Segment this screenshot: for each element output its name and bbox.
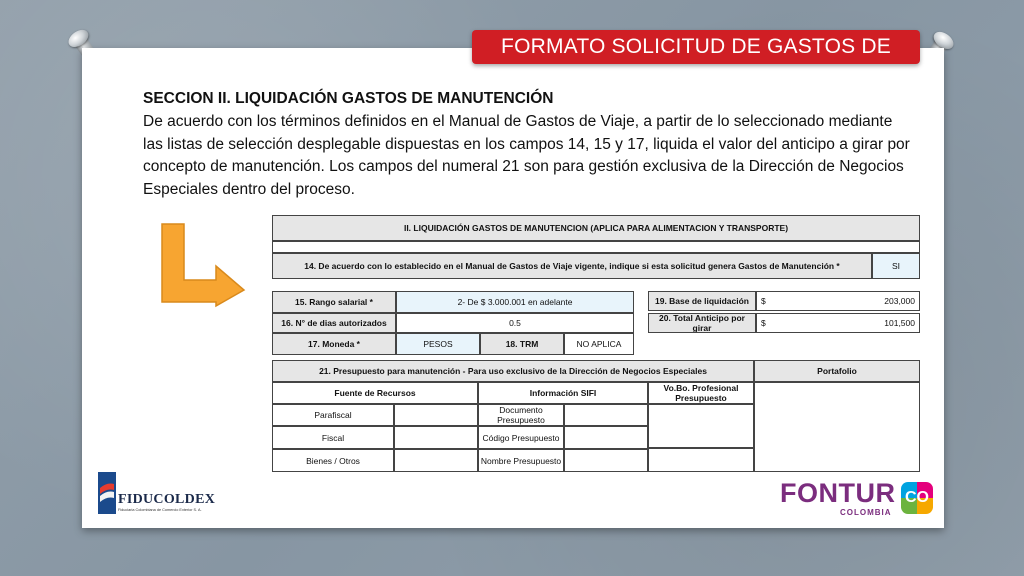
fontur-logo [780,478,936,522]
q19-value: 203,000 [779,291,920,311]
sifi-row-label: Documento Presupuesto [478,404,564,426]
vobo-field[interactable] [648,404,754,448]
q18-input[interactable]: NO APLICA [564,333,634,355]
q20-currency: $ [756,313,780,333]
slide-title-banner: FORMATO SOLICITUD DE GASTOS DE VIAJE [472,30,920,64]
fuente-row-input[interactable] [394,449,478,472]
q20-value: 101,500 [779,313,920,333]
sifi-header: Información SIFI [478,382,648,404]
colombia-badge-icon: CO [901,482,933,514]
fuente-row-input[interactable] [394,404,478,426]
portafolio-field[interactable] [754,382,920,472]
q15-select[interactable]: 2- De $ 3.000.001 en adelante [396,291,634,313]
q21-label: 21. Presupuesto para manutención - Para uso exclusivo de la Dirección de Negocios Especiales [272,360,754,382]
fiducoldex-tagline: Fiduciaria Colombiana de Comercio Exterior S. A. [118,508,202,512]
fiducoldex-logo [98,470,228,516]
fontur-name: FONTUR [780,478,896,508]
q19-label: 19. Base de liquidación [648,291,756,311]
form-spacer [272,241,920,253]
vobo-bottom [648,448,754,472]
q14-label: 14. De acuerdo con lo establecido en el Manual de Gastos de Viaje vigente, indique si esta solicitud genera Gastos de Manutención * [272,253,872,279]
fuente-header: Fuente de Recursos [272,382,478,404]
sifi-row-input[interactable] [564,404,648,426]
sifi-row-label: Código Presupuesto [478,426,564,449]
fuente-row-label: Parafiscal [272,404,394,426]
section-description: De acuerdo con los términos definidos en el Manual de Gastos de Viaje, a partir de lo seleccionado mediante las listas de selección desplegable dispuestas en los campos 14, 15 y 17, liquida el valor del anticipo a girar por concepto de manutención. Los campos del numeral 21 son para gestión exclusiva de la Dirección de Negocios Especiales dentro del proceso. [143,113,910,198]
portafolio-label: Portafolio [754,360,920,382]
q18-label: 18. TRM [480,333,564,355]
q16-label: 16. N° de dias autorizados [272,313,396,333]
sifi-row-input[interactable] [564,449,648,472]
q15-label: 15. Rango salarial * [272,291,396,313]
fontur-country: COLOMBIA [840,508,892,517]
section-heading: SECCION II. LIQUIDACIÓN GASTOS DE MANUTENCIÓN [143,90,554,107]
fuente-row-label: Bienes / Otros [272,449,394,472]
fiducoldex-mark-icon [98,472,116,514]
sifi-row-input[interactable] [564,426,648,449]
vobo-header: Vo.Bo. Profesional Presupuesto [648,382,754,404]
fuente-row-input[interactable] [394,426,478,449]
q16-input[interactable]: 0.5 [396,313,634,333]
form-header: II. LIQUIDACIÓN GASTOS DE MANUTENCION (APLICA PARA ALIMENTACION Y TRANSPORTE) [272,215,920,241]
sifi-row-label: Nombre Presupuesto [478,449,564,472]
fiducoldex-name: FIDUCOLDEX [118,492,216,507]
liquidation-form [272,215,920,472]
q14-select[interactable]: SI [872,253,920,279]
q17-select[interactable]: PESOS [396,333,480,355]
q20-label: 20. Total Anticipo por girar [648,313,756,333]
fuente-row-label: Fiscal [272,426,394,449]
q19-currency: $ [756,291,780,311]
q17-label: 17. Moneda * [272,333,396,355]
orange-arrow-icon [160,222,246,308]
